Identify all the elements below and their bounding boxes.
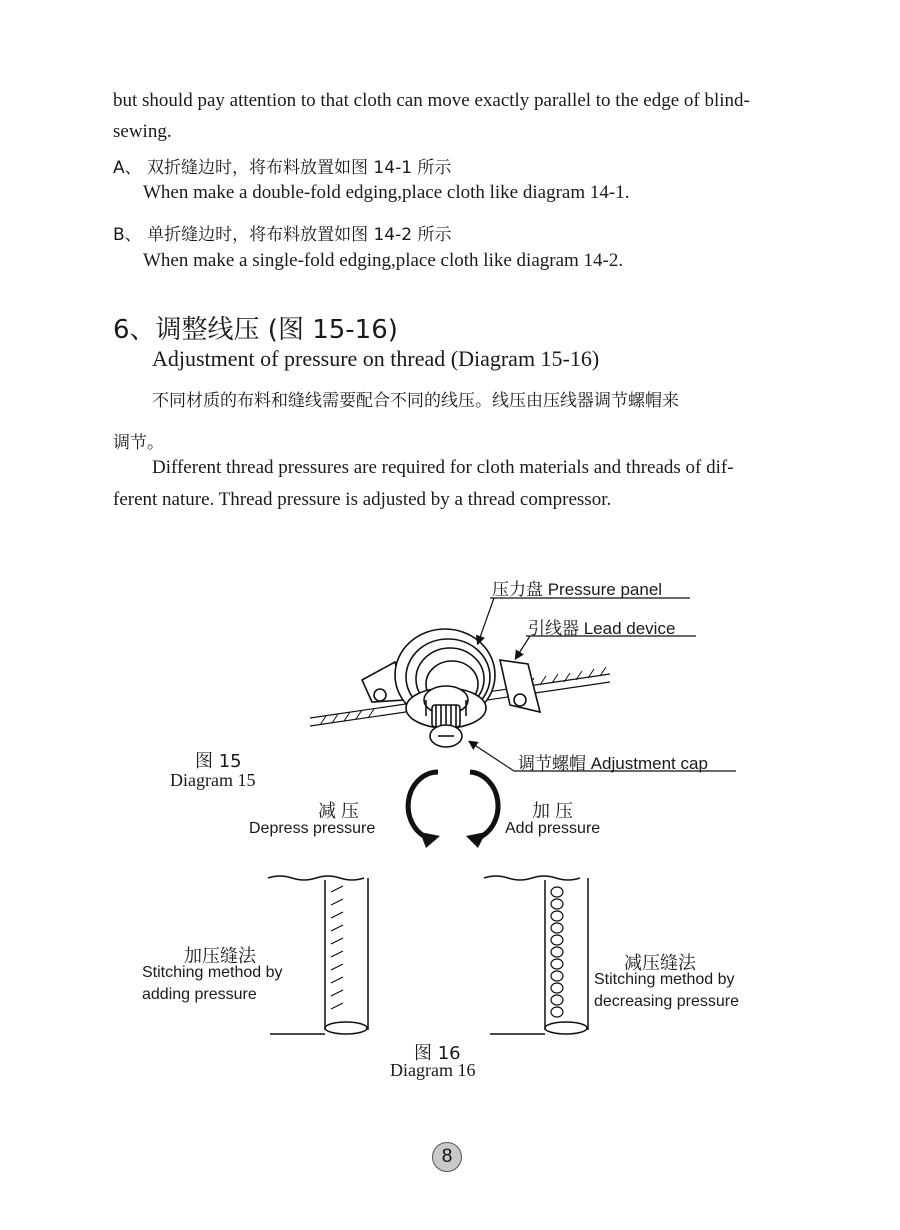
depress-label-en: Depress pressure xyxy=(249,820,376,837)
fabric-left xyxy=(268,876,368,1034)
diagram-15-label-en: Diagram 15 xyxy=(170,770,256,790)
section-6-para-en-1: Different thread pressures are required for cloth materials and threads of dif- xyxy=(152,457,734,478)
decreasing-pressure-en-2: decreasing pressure xyxy=(594,993,739,1010)
add-arrow-head xyxy=(466,832,486,848)
section-6-subheading: Adjustment of pressure on thread (Diagram 15-16) xyxy=(152,346,600,371)
pressure-panel-label: 压力盘 Pressure panel xyxy=(492,580,663,599)
continuation-line-2: sewing. xyxy=(113,121,172,142)
item-b-en: When make a single-fold edging,place cloth like diagram 14-2. xyxy=(143,250,624,271)
diagram-16-label-en: Diagram 16 xyxy=(390,1060,476,1080)
adding-pressure-cn: 加压缝法 xyxy=(184,946,256,966)
adding-pressure-en-1: Stitching method by xyxy=(142,964,283,981)
item-a-en: When make a double-fold edging,place cloth like diagram 14-1. xyxy=(143,182,630,203)
fabric-right xyxy=(484,876,588,1034)
section-6-heading: 6、调整线压 (图 15-16) xyxy=(113,315,398,345)
adjustment-cap-icon xyxy=(430,705,462,747)
decreasing-pressure-en-1: Stitching method by xyxy=(594,971,735,988)
continuation-line-1: but should pay attention to that cloth can move exactly parallel to the edge of blind- xyxy=(113,90,750,111)
adjustment-cap-label: 调节螺帽 Adjustment cap xyxy=(518,754,708,773)
page-number: 8 xyxy=(432,1142,462,1172)
rotation-arrows xyxy=(408,772,498,838)
section-6-para-en-2: ferent nature. Thread pressure is adjusted by a thread compressor. xyxy=(113,489,612,510)
item-a-cn: A、 双折缝边时，将布料放置如图 14-1 所示 xyxy=(113,158,452,178)
lead-device-label: 引线器 Lead device xyxy=(528,619,676,638)
section-6-para-cn-1: 不同材质的布料和缝线需要配合不同的线压。线压由压线器调节螺帽来 xyxy=(152,391,679,411)
diagram-15-label-cn: 图 15 xyxy=(195,751,242,772)
item-b-cn: B、 单折缝边时，将布料放置如图 14-2 所示 xyxy=(113,225,452,245)
diagram-16-label-cn: 图 16 xyxy=(414,1043,461,1064)
section-6-para-cn-2: 调节。 xyxy=(113,433,164,453)
add-label-en: Add pressure xyxy=(505,820,601,837)
decreasing-pressure-cn: 减压缝法 xyxy=(624,953,696,973)
depress-label-cn: 减 压 xyxy=(318,801,360,821)
add-label-cn: 加 压 xyxy=(532,801,574,821)
depress-arrow-head xyxy=(420,832,440,848)
adding-pressure-en-2: adding pressure xyxy=(142,986,257,1003)
